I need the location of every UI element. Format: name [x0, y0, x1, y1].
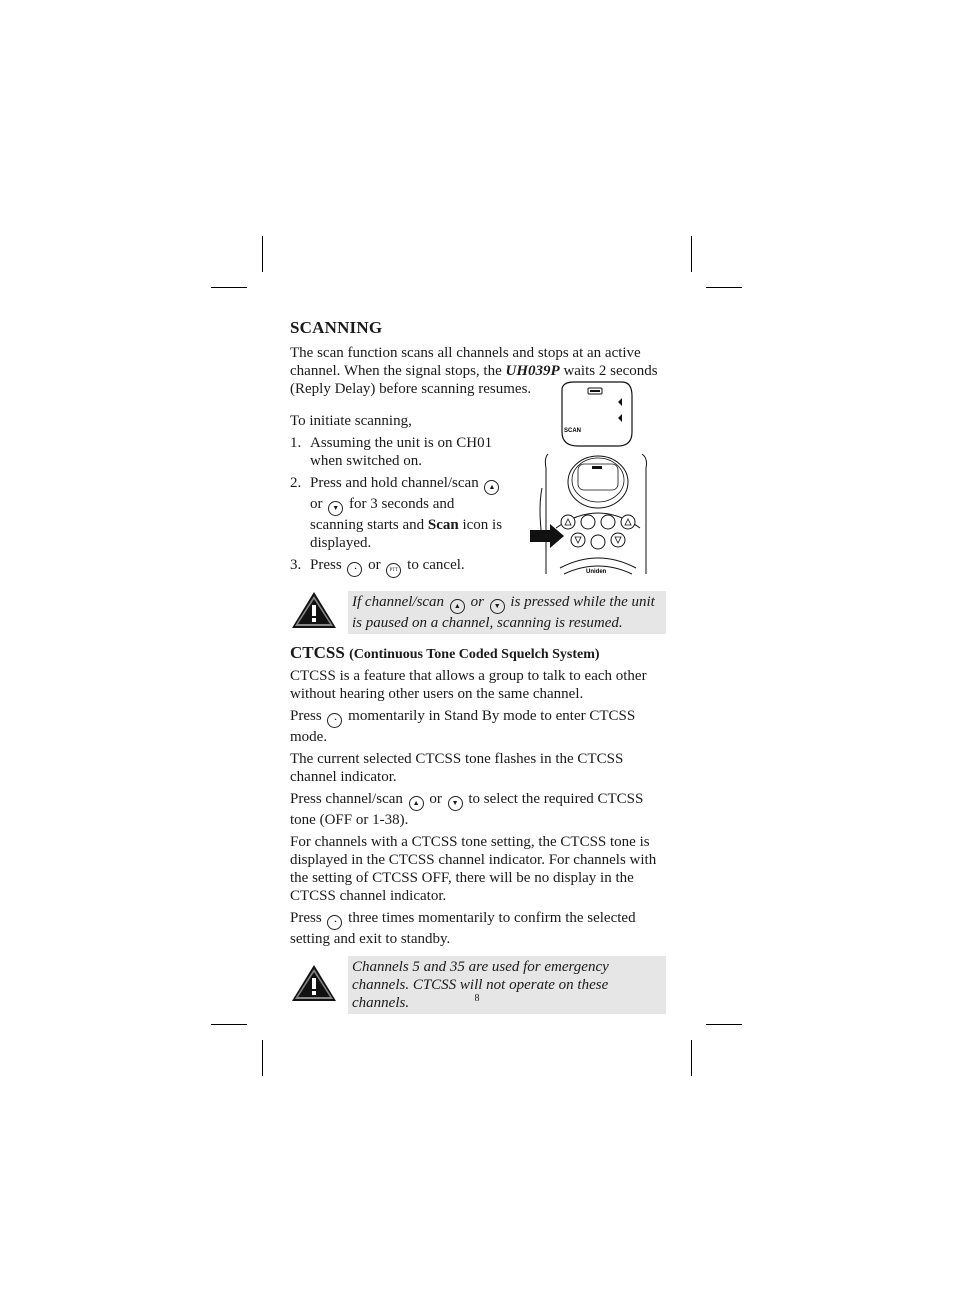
- crop-mark-bottom-right-vertical: [691, 1040, 692, 1076]
- brand-logo: Uniden: [586, 569, 607, 575]
- scan-warning-note: If channel/scan ▲ or ▼ is pressed while the unit is paused on a channel, scanning is resumed.: [290, 590, 666, 635]
- model-name: UH039P: [505, 363, 560, 379]
- ctcss-paragraph-3: The current selected CTCSS tone flashes in the CTCSS channel indicator.: [290, 751, 624, 785]
- list-item: 3. Press ◔ or PTT to cancel.: [290, 556, 510, 578]
- ctcss-paragraph-6: Press ◔ three times momentarily to confirm the selected setting and exit to standby.: [290, 910, 636, 947]
- crop-mark-top-right-horizontal: [706, 287, 742, 288]
- scanning-intro: The scan function scans all channels and stops at an active channel. When the signal stops, the UH039P waits 2 seconds (Reply Delay) before scanning resumes.: [290, 345, 658, 397]
- crop-mark-top-right-vertical: [691, 236, 692, 272]
- crop-mark-top-left-vertical: [262, 236, 263, 272]
- crop-mark-bottom-left-horizontal: [211, 1024, 247, 1025]
- channel-up-icon: ▲: [409, 796, 424, 811]
- power-icon: ◔: [347, 562, 362, 577]
- crop-mark-bottom-right-horizontal: [706, 1024, 742, 1025]
- channel-down-icon: ▼: [490, 599, 505, 614]
- to-initiate-text: To initiate scanning,: [290, 413, 412, 429]
- list-item: 1. Assuming the unit is on CH01 when switched on.: [290, 435, 493, 469]
- scanning-steps: [290, 434, 510, 578]
- scanning-heading: SCANNING: [290, 318, 383, 337]
- channel-down-icon: ▼: [328, 501, 343, 516]
- ptt-icon: PTT: [386, 563, 401, 578]
- ctcss-paragraph-4: Press channel/scan ▲ or ▼ to select the required CTCSS tone (OFF or 1-38).: [290, 791, 644, 828]
- ctcss-paragraph-1: CTCSS is a feature that allows a group to talk to each other without hearing other users on the same channel.: [290, 668, 647, 702]
- ctcss-subheading: (Continuous Tone Coded Squelch System): [349, 647, 600, 662]
- channel-up-icon: ▲: [450, 599, 465, 614]
- warning-icon: [290, 590, 338, 630]
- list-item: 2. Press and hold channel/scan ▲ or ▼ for 3 seconds and scanning starts and Scan icon is displayed.: [290, 475, 503, 551]
- crop-mark-top-left-horizontal: [211, 287, 247, 288]
- ctcss-paragraph-5: For channels with a CTCSS tone setting, the CTCSS tone is displayed in the CTCSS channel indicator. For channels with the setting of CTCSS OFF, there will be no display in the CTCSS channel indicator.: [290, 834, 657, 904]
- channel-up-icon: ▲: [484, 480, 499, 495]
- power-icon: ◔: [327, 915, 342, 930]
- channel-down-icon: ▼: [448, 796, 463, 811]
- manual-page: [290, 318, 666, 1022]
- warning-icon: [290, 963, 338, 1003]
- scan-screen-label: SCAN: [564, 428, 582, 434]
- page-number: 8: [474, 993, 480, 1004]
- crop-mark-bottom-left-vertical: [262, 1040, 263, 1076]
- power-icon: ◔: [327, 713, 342, 728]
- ctcss-paragraph-2: Press ◔ momentarily in Stand By mode to enter CTCSS mode.: [290, 708, 636, 745]
- ctcss-heading: CTCSS (Continuous Tone Coded Squelch System): [290, 643, 600, 662]
- ctcss-warning-note: Channels 5 and 35 are used for emergency channels. CTCSS will not operate on these channels.: [290, 956, 666, 1014]
